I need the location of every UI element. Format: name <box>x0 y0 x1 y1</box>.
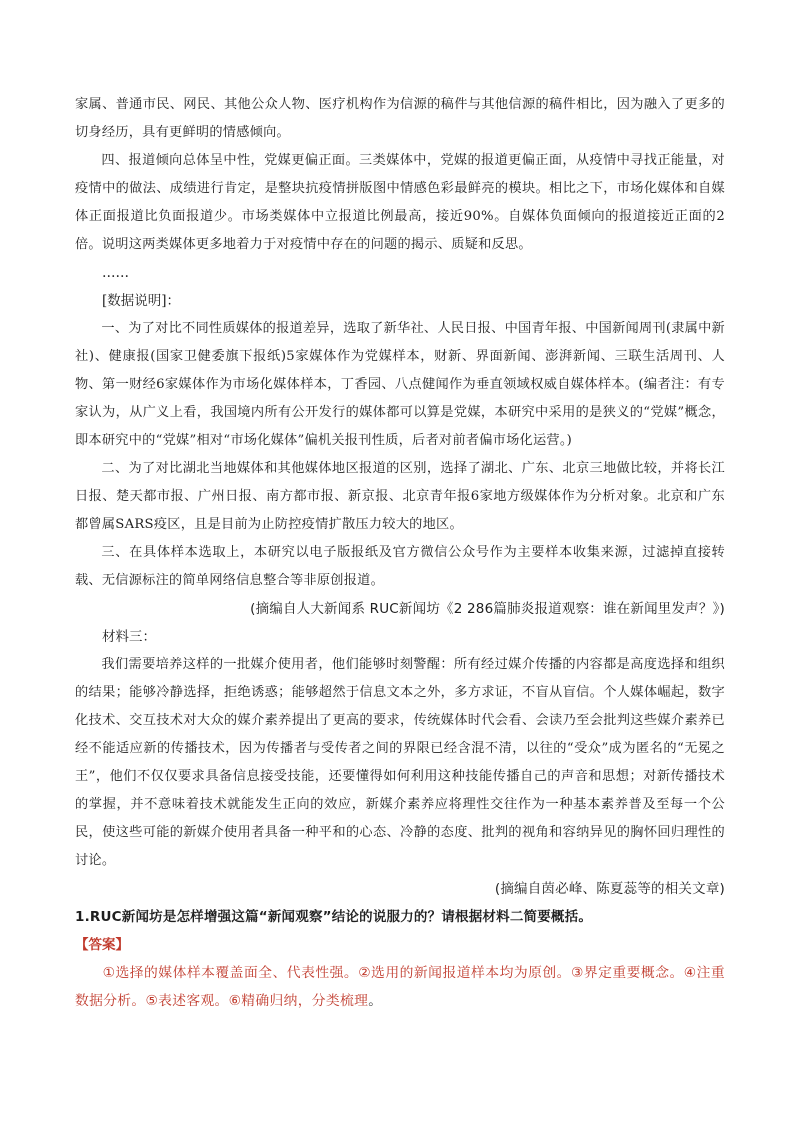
answer-text <box>75 959 725 1015</box>
data-note-heading: [数据说明]： <box>102 293 181 309</box>
material-three-heading: 材料三： <box>102 629 156 645</box>
answer-points: ①选择的媒体样本覆盖面全、代表性强。②选用的新闻报道样本均为原创。③界定重要概念。④注重数据分析。⑤表述客观。⑥精确归纳，分类梳理 <box>75 965 725 1009</box>
material-two-source: (摘编自人大新闻系 RUC新闻坊《2 286篇肺炎报道观察：谁在新闻里发声？》) <box>250 601 725 617</box>
answer-final-period: 。 <box>368 993 383 1009</box>
data-note-three: 三、在具体样本选取上，本研究以电子版报纸及官方微信公众号作为主要样本收集来源，过滤掉直接转载、无信源标注的简单网络信息整合等非原创报道。 <box>75 545 725 588</box>
data-note-two: 二、为了对比湖北当地媒体和其他媒体地区报道的区别，选择了湖北、广东、北京三地做比较，并将长江日报、楚天都市报、广州日报、南方都市报、新京报、北京青年报6家地方级媒体作为分析对象。北京和广东都曾属SARS疫区，且是目前为止防控疫情扩散压力较大的地区。 <box>75 461 725 532</box>
answer-label: 【答案】 <box>75 937 129 953</box>
ellipsis: …… <box>102 265 129 281</box>
paragraph-finding-four: 四、报道倾向总体呈中性，党媒更偏正面。三类媒体中，党媒的报道更偏正面，从疫情中寻找正能量，对疫情中的做法、成绩进行肯定，是整块抗疫情拼版图中情感色彩最鲜亮的模块。相比之下，市场化媒体和自媒体正面报道比负面报道少。市场类媒体中立报道比例最高，接近90%。自媒体负面倾向的报道接近正面的2倍。说明这两类媒体更多地着力于对疫情中存在的问题的揭示、质疑和反思。 <box>75 153 725 252</box>
question-one: 1.RUC新闻坊是怎样增强这篇“新闻观察”结论的说服力的？请根据材料二简要概括。 <box>75 909 593 925</box>
material-three-source: (摘编自茵必峰、陈夏蕊等的相关文章) <box>494 881 725 897</box>
paragraph-continued: 家属、普通市民、网民、其他公众人物、医疗机构作为信源的稿件与其他信源的稿件相比，因为融入了更多的切身经历，具有更鲜明的情感倾向。 <box>75 97 725 140</box>
material-three-text: 我们需要培养这样的一批媒介使用者，他们能够时刻警醒：所有经过媒介传播的内容都是高度选择和组织的结果；能够冷静选择，拒绝诱惑；能够超然于信息文本之外，多方求证，不盲从盲信。个人媒体崛起，数字化技术、交互技术对大众的媒介素养提出了更高的要求，传统媒体时代会看、会读乃至会批判这些媒介素养已经不能适应新的传播技术，因为传播者与受传者之间的界限已经含混不清，以往的“受众”成为匿名的“无冕之王”，他们不仅仅要求具备信息接受技能，还要懂得如何利用这种技能传播自己的声音和思想；对新传播技术的掌握，并不意味着技术就能发生正向的效应，新媒介素养应将理性交往作为一种基本素养普及至每一个公民，使这些可能的新媒介使用者具备一种平和的心态、冷静的态度、批判的视角和容纳异见的胸怀回归理性的讨论。 <box>75 657 725 868</box>
material-two-continuation <box>75 91 725 1015</box>
data-note-one: 一、为了对比不同性质媒体的报道差异，选取了新华社、人民日报、中国青年报、中国新闻周刊(隶属中新社)、健康报(国家卫健委旗下报纸)5家媒体作为党媒样本，财新、界面新闻、澎湃新闻、三联生活周刊、人物、第一财经6家媒体作为市场化媒体样本，丁香园、八点健闻作为垂直领域权威自媒体样本。(编者注：有专家认为，从广义上看，我国境内所有公开发行的媒体都可以算是党媒，本研究中采用的是狭义的“党媒”概念，即本研究中的“党媒”相对“市场化媒体”偏机关报刊性质，后者对前者偏市场化运营。) <box>75 321 725 448</box>
